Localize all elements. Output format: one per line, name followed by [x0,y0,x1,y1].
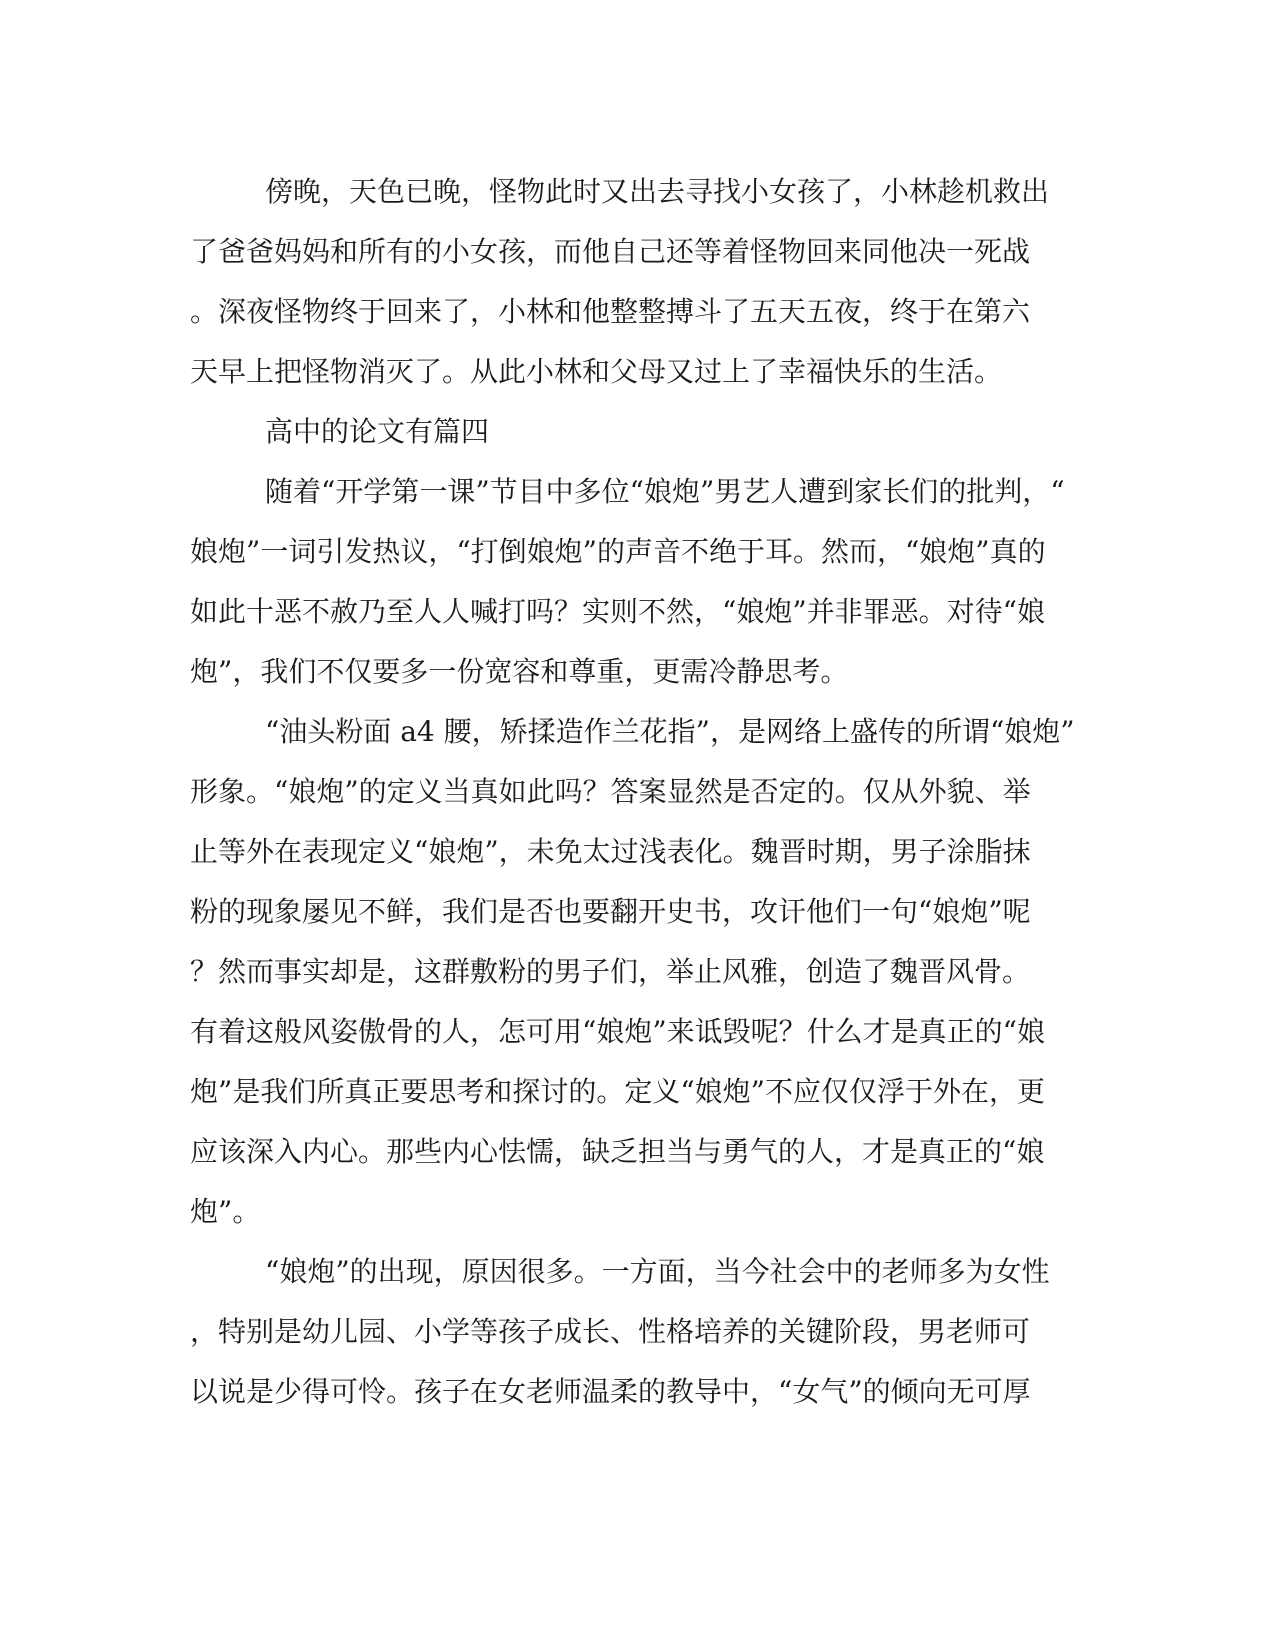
text-line-19: “娘炮”的出现，原因很多。一方面，当今社会中的老师多为女性 [265,1255,1050,1288]
text-line-15: 有着这般风姿傲骨的人，怎可用“娘炮”来诋毁呢？什么才是真正的“娘 [190,1015,1045,1048]
text-line-3: 。深夜怪物终于回来了，小林和他整整搏斗了五天五夜，终于在第六 [190,295,1031,328]
text-line-1: 傍晚，天色已晚，怪物此时又出去寻找小女孩了，小林趁机救出 [265,175,1050,208]
section-heading: 高中的论文有篇四 [265,415,490,448]
text-line-9: 炮”，我们不仅要多一份宽容和尊重，更需冷静思考。 [190,655,849,688]
text-line-7: 娘炮”一词引发热议，“打倒娘炮”的声音不绝于耳。然而，“娘炮”真的 [190,535,1046,568]
text-line-8: 如此十恶不赦乃至人人喊打吗？实则不然，“娘炮”并非罪恶。对待“娘 [190,595,1045,628]
text-line-2: 了爸爸妈妈和所有的小女孩，而他自己还等着怪物回来同他决一死战 [190,235,1031,268]
text-line-21: 以说是少得可怜。孩子在女老师温柔的教导中，“女气”的倾向无可厚 [190,1375,1031,1408]
text-line-12: 止等外在表现定义“娘炮”，未免太过浅表化。魏晋时期，男子涂脂抹 [190,835,1031,868]
text-line-11: 形象。“娘炮”的定义当真如此吗？答案显然是否定的。仅从外貌、举 [190,775,1031,808]
text-line-6: 随着“开学第一课”节目中多位“娘炮”男艺人遭到家长们的批判，“ [265,475,1065,508]
text-line-16: 炮”是我们所真正要思考和探讨的。定义“娘炮”不应仅仅浮于外在，更 [190,1075,1045,1108]
document-body [190,162,1090,1422]
text-line-14: ？然而事实却是，这群敷粉的男子们，举止风雅，创造了魏晋风骨。 [190,955,1031,988]
text-line-17: 应该深入内心。那些内心怯懦，缺乏担当与勇气的人，才是真正的“娘 [190,1135,1045,1168]
text-line-20: ，特别是幼儿园、小学等孩子成长、性格培养的关键阶段，男老师可 [190,1315,1031,1348]
text-line-13: 粉的现象屡见不鲜，我们是否也要翻开史书，攻讦他们一句“娘炮”呢 [190,895,1031,928]
text-line-10: “油头粉面 a4 腰，矫揉造作兰花指”，是网络上盛传的所谓“娘炮” [265,715,1075,748]
text-line-4: 天早上把怪物消灭了。从此小林和父母又过上了幸福快乐的生活。 [190,355,1003,388]
text-line-18: 炮”。 [190,1195,261,1228]
